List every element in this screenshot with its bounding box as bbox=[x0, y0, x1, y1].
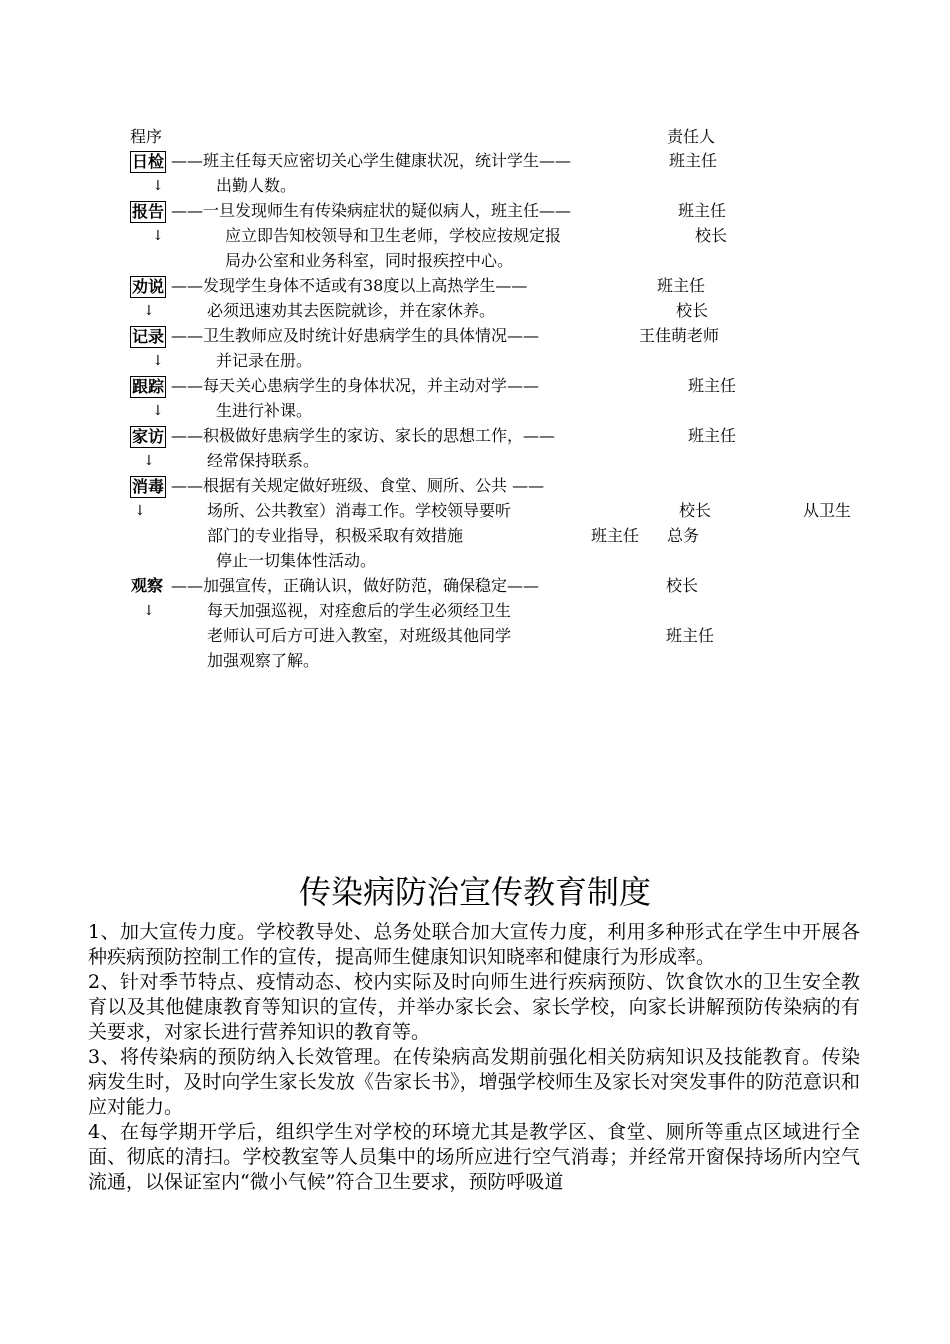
down-arrow-icon: ↓ bbox=[152, 178, 164, 194]
step-responsible: 班主任 bbox=[657, 276, 706, 295]
paragraph: 2、针对季节特点、疫情动态、校内实际及时向师生进行疾病预防、饮食饮水的卫生安全教育以及其他健康教育等知识的宣传，并举办家长会、家长学校，向家长讲解预防传染病的有关要求，对家长进行营养知识的教育等。 bbox=[88, 971, 860, 1043]
down-arrow-icon: ↓ bbox=[152, 403, 164, 419]
step-responsible: 校长 bbox=[666, 576, 699, 595]
step-text: 并记录在册。 bbox=[216, 351, 313, 370]
step-text: 局办公室和业务科室，同时报疾控中心。 bbox=[225, 251, 514, 270]
paragraph: 4、在每学期开学后，组织学生对学校的环境尤其是教学区、食堂、厕所等重点区域进行全面、彻底的清扫。学校教室等人员集中的场所应进行空气消毒；并经常开窗保持场所内空气流通，以保证室内“微小气候”符合卫生要求，预防呼吸道 bbox=[88, 1121, 860, 1193]
step-text: ——根据有关规定做好班级、食堂、厕所、公共 —— bbox=[171, 476, 545, 495]
section-title: 传染病防治宣传教育制度 bbox=[298, 873, 651, 911]
step-responsible: 班主任 bbox=[666, 626, 715, 645]
step-responsible: 王佳萌老师 bbox=[639, 326, 720, 345]
step-label-follow-up: 跟踪 bbox=[132, 377, 165, 396]
step-text: 每天加强巡视，对痊愈后的学生必须经卫生 bbox=[207, 601, 512, 620]
step-responsible: 校长 bbox=[679, 501, 712, 520]
step-text: ——一旦发现师生有传染病症状的疑似病人，班主任—— bbox=[171, 201, 572, 220]
step-text: ——积极做好患病学生的家访、家长的思想工作，—— bbox=[171, 426, 556, 445]
step-text: 出勤人数。 bbox=[216, 176, 297, 195]
step-responsible: 班主任 bbox=[678, 201, 727, 220]
step-label-home-visit: 家访 bbox=[132, 427, 165, 446]
section-body bbox=[88, 920, 860, 1195]
step-responsible: 班主任 bbox=[688, 376, 737, 395]
step-label-daily-check: 日检 bbox=[132, 152, 165, 171]
procedure-header: 程序 bbox=[130, 127, 163, 146]
step-text: ——班主任每天应密切关心学生健康状况，统计学生—— bbox=[171, 151, 572, 170]
paragraph: 1、加大宣传力度。学校教导处、总务处联合加大宣传力度，利用多种形式在学生中开展各种疾病预防控制工作的宣传，提高师生健康知识知晓率和健康行为形成率。 bbox=[88, 921, 860, 968]
step-responsible: 班主任 bbox=[688, 426, 737, 445]
step-responsible: 校长 bbox=[676, 301, 709, 320]
down-arrow-icon: ↓ bbox=[143, 603, 155, 619]
step-label-observe: 观察 bbox=[131, 576, 164, 595]
step-label-record: 记录 bbox=[132, 327, 165, 346]
step-text: 加强观察了解。 bbox=[207, 651, 320, 670]
step-text: ——加强宣传，正确认识，做好防范，确保稳定—— bbox=[171, 576, 540, 595]
down-arrow-icon: ↓ bbox=[143, 303, 155, 319]
step-text: 老师认可后方可进入教室，对班级其他同学 bbox=[207, 626, 512, 645]
step-label-report: 报告 bbox=[132, 202, 165, 221]
step-text: 部门的专业指导，积极采取有效措施 bbox=[207, 526, 464, 545]
down-arrow-icon: ↓ bbox=[152, 228, 164, 244]
step-text: ——卫生教师应及时统计好患病学生的具体情况—— bbox=[171, 326, 540, 345]
step-responsible: 总务 bbox=[667, 526, 700, 545]
step-text: 停止一切集体性活动。 bbox=[216, 551, 377, 570]
step-text: 经常保持联系。 bbox=[207, 451, 320, 470]
step-text: 必须迅速劝其去医院就诊，并在家休养。 bbox=[207, 301, 496, 320]
step-label-persuade: 劝说 bbox=[132, 277, 165, 296]
step-responsible: 从卫生 bbox=[803, 501, 852, 520]
step-label-disinfect: 消毒 bbox=[132, 477, 165, 496]
down-arrow-icon: ↓ bbox=[143, 453, 155, 469]
step-text: 生进行补课。 bbox=[216, 401, 313, 420]
down-arrow-icon: ↓ bbox=[134, 503, 146, 519]
step-text: 应立即告知校领导和卫生老师，学校应按规定报 bbox=[225, 226, 562, 245]
step-text: ——每天关心患病学生的身体状况，并主动对学—— bbox=[171, 376, 540, 395]
down-arrow-icon: ↓ bbox=[152, 353, 164, 369]
step-responsible: 班主任 bbox=[591, 526, 640, 545]
step-text: 场所、公共教室）消毒工作。学校领导要听 bbox=[207, 501, 512, 520]
step-text: ——发现学生身体不适或有38度以上高热学生—— bbox=[171, 276, 528, 295]
paragraph: 3、将传染病的预防纳入长效管理。在传染病高发期前强化相关防病知识及技能教育。传染病发生时，及时向学生家长发放《告家长书》，增强学校师生及家长对突发事件的防范意识和应对能力。 bbox=[88, 1046, 860, 1118]
step-responsible: 班主任 bbox=[669, 151, 718, 170]
step-responsible: 校长 bbox=[695, 226, 728, 245]
responsible-header: 责任人 bbox=[667, 127, 716, 146]
